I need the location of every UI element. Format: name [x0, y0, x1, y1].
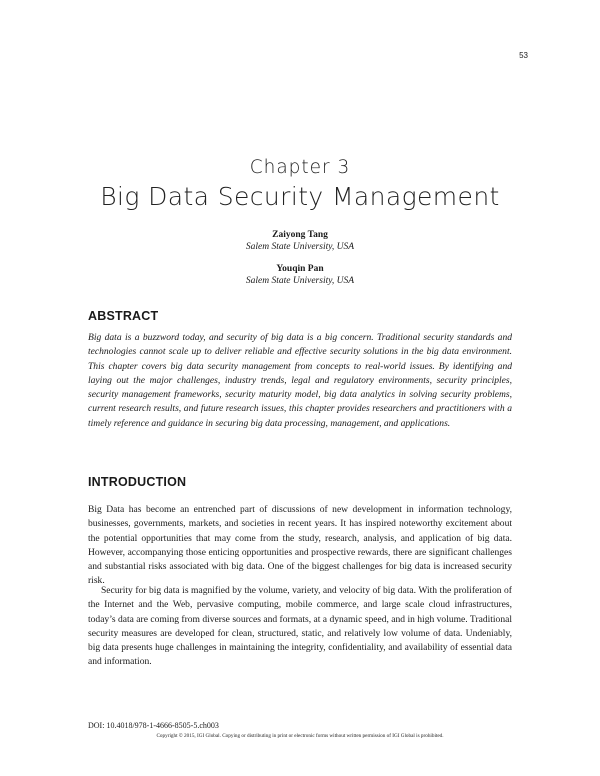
- chapter-title: Big Data Security Management: [100, 182, 500, 211]
- author-name: Zaiyong Tang: [272, 230, 328, 240]
- abstract-text: Big data is a buzzword today, and security of big data is a big concern. Traditional security standards and technologies cannot scale up to deliver reliable and effective security solutions in the big data environment. This chapter covers big data security management from concepts to real-world issues. By identifying and laying out the major challenges, industry trends, legal and regulatory environments, security principles, security management frameworks, security maturity model, big data analytics in solving security problems, current research results, and future research issues, this chapter provides researchers and practitioners with a timely reference and guidance in securing big data processing, management, and applications.: [88, 332, 512, 429]
- introduction-heading: INTRODUCTION: [88, 475, 187, 489]
- chapter-label: Chapter 3: [249, 157, 351, 178]
- page-number: 53: [519, 51, 528, 60]
- author-block-2: [0, 263, 600, 287]
- author-affiliation: Salem State University, USA: [245, 242, 355, 252]
- copyright-notice: Copyright © 2015, IGI Global. Copying or distributing in print or electronic forms without written permission of IGI Global is prohibited.: [156, 733, 444, 739]
- doi-reference: DOI: 10.4018/978-1-4666-8505-5.ch003: [88, 721, 219, 730]
- author-block-1: [0, 229, 600, 253]
- abstract-heading: ABSTRACT: [88, 309, 159, 323]
- introduction-paragraph-2: Security for big data is magnified by the volume, variety, and velocity of big data. With the proliferation of the Internet and the Web, pervasive computing, mobile commerce, and large scale cloud infrastructures, today’s data are coming from diverse sources and formats, at a dynamic speed, and in high volume. Traditional security measures are developed for clean, structured, static, and relatively low volume of data. Undeniably, big data presents huge challenges in maintaining the integrity, confidentiality, and availability of essential data and information.: [88, 585, 512, 668]
- author-affiliation: Salem State University, USA: [245, 276, 355, 286]
- introduction-paragraph-1: Big Data has become an entrenched part of discussions of new development in information technology, businesses, governments, markets, and societies in recent years. It has inspired noteworthy excitement about the potential opportunities that may come from the study, research, analysis, and application of big data. However, accompanying those enticing opportunities and prospective rewards, there are significant challenges and substantial risks associated with big data. One of the biggest challenges for big data is increased security risk.: [88, 504, 512, 587]
- author-name: Youqin Pan: [276, 264, 324, 274]
